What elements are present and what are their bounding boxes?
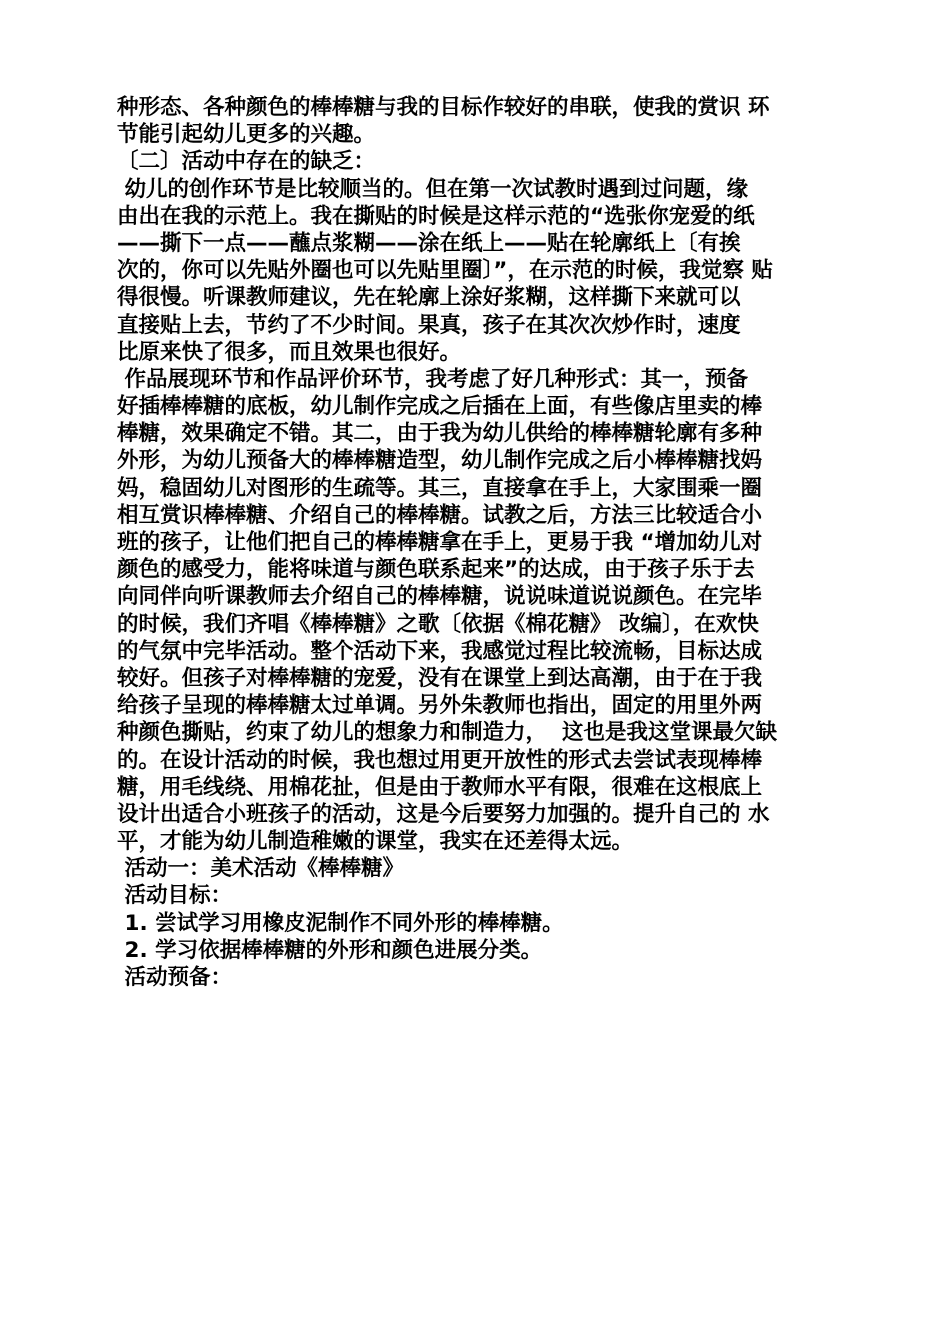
text-line: 作品展现环节和作品评价环节，我考虑了好几种形式：其一，预备: [117, 366, 748, 392]
text-line: 的气氛中完毕活动。整个活动下来，我感觉过程比较流畅，目标达成: [117, 638, 763, 664]
text-line: 棒糖，效果确定不错。其二，由于我为幼儿供给的棒棒糖轮廓有多种: [117, 421, 763, 447]
text-line: 好插棒棒糖的底板，幼儿制作完成之后插在上面，有些像店里卖的棒: [117, 394, 763, 420]
objectives-heading: 活动目标：: [117, 883, 232, 909]
text-line: 种形态、各种颜色的棒棒糖与我的目标作较好的串联，使我的赏识 环: [117, 95, 770, 120]
text-line: 妈，稳固幼儿对图形的生疏等。其三，直接拿在手上，大家围乘一圈: [117, 475, 763, 501]
text-line: 节能引起幼儿更多的兴趣。: [117, 122, 376, 148]
text-line: 班的孩子，让他们把自己的棒棒糖拿在手上，更易于我 “增加幼儿对: [117, 530, 763, 555]
document-page: [117, 94, 837, 991]
text-line: 颜色的感受力，能将味道与颜色联系起来”的达成，由于孩子乐于去: [117, 557, 755, 583]
text-line: 外形，为幼儿预备大的棒棒糖造型，幼儿制作完成之后小棒棒糖找妈: [117, 448, 763, 474]
text-line: 给孩子呈现的棒棒糖太过单调。另外朱教师也指出，固定的用里外两: [117, 693, 763, 719]
text-line: 幼儿的创作环节是比较顺当的。但在第一次试教时遇到过问题，缘: [117, 176, 748, 202]
text-line: 平，才能为幼儿制造稚嫩的课堂，我实在还差得太远。: [117, 829, 634, 855]
text-line: 相互赏识棒棒糖、介绍自己的棒棒糖。试教之后，方法三比较适合小: [117, 502, 763, 528]
text-line: 的时候，我们齐唱《棒棒糖》之歌〔依据《棉花糖》 改编〕，在欢快: [117, 611, 759, 637]
activity-title: 活动一：美术活动《棒棒糖》: [117, 856, 404, 882]
preparation-heading: 活动预备：: [117, 965, 232, 990]
text-line: 得很慢。听课教师建议，先在轮廓上涂好浆糊，这样撕下来就可以: [117, 285, 741, 311]
text-line: 的。在设计活动的时候，我也想过用更开放性的形式去尝试表现棒棒: [117, 747, 763, 773]
text-line: 种颜色撕贴，约束了幼儿的想象力和制造力， 这也是我这堂课最欠缺: [117, 720, 777, 746]
objective-item: 1. 尝试学习用橡皮泥制作不同外形的棒棒糖。: [117, 910, 564, 936]
text-line: 较好。但孩子对棒棒糖的宠爱，没有在课堂上到达高潮，由于在于我: [117, 665, 763, 691]
text-line: 直接贴上去，节约了不少时间。果真，孩子在其次次炒作时，速度: [117, 312, 741, 338]
text-line: 比原来快了很多，而且效果也很好。: [117, 339, 462, 365]
text-line: 次的，你可以先贴外圈也可以先贴里圈〕”，在示范的时候，我觉察 贴: [117, 258, 773, 284]
text-line: 糖，用毛线绕、用棉花扯，但是由于教师水平有限，很难在这根底上: [117, 774, 763, 800]
objective-item: 2. 学习依据棒棒糖的外形和颜色进展分类。: [117, 937, 543, 963]
text-line: ——撕下一点——蘸点浆糊——涂在纸上——贴在轮廓纸上〔有挨: [117, 230, 741, 256]
text-line: 设计出适合小班孩子的活动，这是今后要努力加强的。提升自己的 水: [117, 801, 770, 827]
text-line: 由出在我的示范上。我在撕贴的时候是这样示范的“选张你宠爱的纸: [117, 203, 755, 229]
text-line: 向同伴向听课教师去介绍自己的棒棒糖，说说味道说说颜色。在完毕: [117, 584, 763, 610]
section-heading: 〔二〕活动中存在的缺乏：: [117, 149, 376, 175]
